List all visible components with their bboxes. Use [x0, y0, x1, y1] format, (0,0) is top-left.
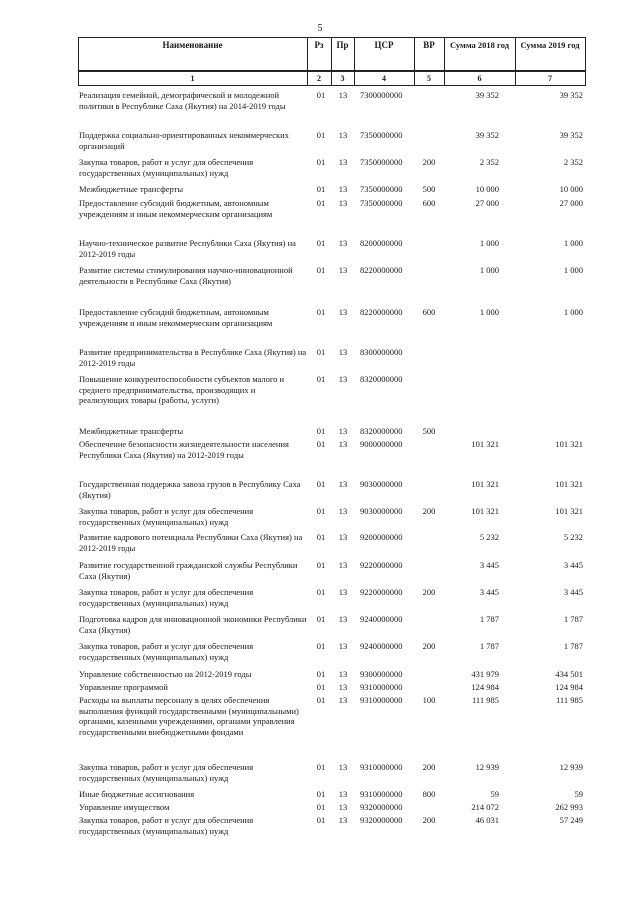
row-name: Межбюджетные трансферты: [79, 184, 184, 194]
row-pr: 13: [338, 479, 348, 489]
row-name: Поддержка социально-ориентированных некоммерческих организаций: [79, 130, 289, 151]
row-csr: 8200000000: [360, 238, 403, 248]
row-pr: 13: [338, 762, 348, 772]
row-sum-2018: 101 321: [471, 439, 499, 449]
row-csr: 9310000000: [360, 789, 403, 799]
row-name: Государственная поддержка завоза грузов в Республику Саха (Якутия): [79, 479, 301, 500]
row-sum-2018: 1 000: [479, 307, 499, 317]
row-vr: 200: [422, 587, 436, 597]
row-sum-2019: 1 787: [563, 641, 583, 651]
row-rz: 01: [316, 587, 326, 597]
row-csr: 9320000000: [360, 815, 403, 825]
row-sum-2019: 39 352: [559, 130, 583, 140]
row-vr: 200: [422, 815, 436, 825]
row-sum-2019: 2 352: [563, 157, 583, 167]
row-rz: 01: [316, 641, 326, 651]
row-name: Иные бюджетные ассигнования: [79, 789, 195, 799]
row-name: Закупка товаров, работ и услуг для обеспечения государственных (муниципальных) нужд: [79, 641, 254, 662]
row-pr: 13: [338, 198, 348, 208]
column-number: 5: [427, 74, 431, 83]
row-csr: 9310000000: [360, 682, 403, 692]
row-sum-2018: 124 984: [471, 682, 499, 692]
header-csr: ЦСР: [374, 40, 394, 50]
header-rz: Рз: [314, 40, 324, 50]
row-sum-2018: 1 787: [479, 641, 499, 651]
row-vr: 200: [422, 157, 436, 167]
row-rz: 01: [316, 198, 326, 208]
table-header: [78, 37, 586, 85]
row-csr: 7350000000: [360, 157, 403, 167]
row-sum-2019: 59: [574, 789, 583, 799]
row-pr: 13: [338, 90, 348, 100]
row-pr: 13: [338, 265, 348, 275]
row-sum-2019: 57 249: [559, 815, 583, 825]
row-pr: 13: [338, 587, 348, 597]
row-csr: 9240000000: [360, 641, 403, 651]
row-name: Развитие кадрового потенциала Республики Саха (Якутия) на 2012-2019 годы: [79, 532, 303, 553]
row-rz: 01: [316, 789, 326, 799]
row-sum-2018: 3 445: [479, 587, 499, 597]
row-csr: 8320000000: [360, 374, 403, 384]
row-pr: 13: [338, 130, 348, 140]
row-rz: 01: [316, 506, 326, 516]
row-rz: 01: [316, 347, 326, 357]
row-sum-2019: 1 000: [563, 307, 583, 317]
row-pr: 13: [338, 815, 348, 825]
row-sum-2019: 101 321: [555, 506, 583, 516]
row-csr: 9300000000: [360, 669, 403, 679]
row-vr: 100: [422, 695, 436, 705]
row-sum-2019: 3 445: [563, 587, 583, 597]
row-vr: 200: [422, 762, 436, 772]
row-vr: 600: [422, 307, 436, 317]
row-csr: 7350000000: [360, 130, 403, 140]
row-sum-2018: 1 787: [479, 614, 499, 624]
row-name: Повышение конкурентоспособности субъектов малого и среднего предпринимательства, производящих и реализующих товары (работы, услуги): [79, 374, 285, 405]
row-name: Закупка товаров, работ и услуг для обеспечения государственных (муниципальных) нужд: [79, 157, 254, 178]
row-rz: 01: [316, 762, 326, 772]
row-name: Расходы на выплаты персоналу в целях обеспечения выполнения функций государственными (муниципальными) органами, казенными учреждениями, органами управления государственными внебюджетными фондами: [79, 695, 299, 737]
row-rz: 01: [316, 802, 326, 812]
row-csr: 9240000000: [360, 614, 403, 624]
row-sum-2018: 59: [490, 789, 499, 799]
row-sum-2018: 214 072: [471, 802, 499, 812]
row-sum-2019: 10 000: [559, 184, 583, 194]
header-sum-2019: Сумма 2019 год: [520, 40, 580, 50]
row-sum-2018: 12 939: [475, 762, 499, 772]
row-name: Управление программой: [79, 682, 168, 692]
row-csr: 9000000000: [360, 439, 403, 449]
row-sum-2018: 2 352: [479, 157, 499, 167]
row-pr: 13: [338, 789, 348, 799]
row-pr: 13: [338, 238, 348, 248]
row-sum-2018: 111 985: [472, 695, 499, 705]
row-name: Закупка товаров, работ и услуг для обеспечения государственных (муниципальных) нужд: [79, 815, 254, 836]
row-sum-2018: 10 000: [475, 184, 499, 194]
row-name: Закупка товаров, работ и услуг для обеспечения государственных (муниципальных) нужд: [79, 587, 254, 608]
row-sum-2018: 1 000: [479, 238, 499, 248]
row-rz: 01: [316, 669, 326, 679]
row-rz: 01: [316, 479, 326, 489]
row-name: Предоставление субсидий бюджетным, автономным учреждениям и иным некоммерческим организациям: [79, 307, 273, 328]
row-sum-2019: 434 501: [555, 669, 583, 679]
row-rz: 01: [316, 614, 326, 624]
row-csr: 9320000000: [360, 802, 403, 812]
row-rz: 01: [316, 682, 326, 692]
row-pr: 13: [338, 532, 348, 542]
row-sum-2019: 101 321: [555, 479, 583, 489]
row-rz: 01: [316, 374, 326, 384]
row-pr: 13: [338, 669, 348, 679]
row-csr: 8300000000: [360, 347, 403, 357]
row-rz: 01: [316, 238, 326, 248]
row-csr: 9030000000: [360, 506, 403, 516]
row-csr: 7350000000: [360, 198, 403, 208]
row-rz: 01: [316, 426, 326, 436]
row-pr: 13: [338, 439, 348, 449]
row-name: Управление имуществом: [79, 802, 170, 812]
row-pr: 13: [338, 157, 348, 167]
row-rz: 01: [316, 90, 326, 100]
row-vr: 500: [422, 184, 436, 194]
row-vr: 200: [422, 641, 436, 651]
row-sum-2019: 27 000: [559, 198, 583, 208]
row-rz: 01: [316, 439, 326, 449]
row-rz: 01: [316, 695, 326, 705]
row-name: Развитие государственной гражданской службы Республики Саха (Якутия): [79, 560, 298, 581]
row-csr: 7350000000: [360, 184, 403, 194]
header-sum-2018: Сумма 2018 год: [449, 40, 510, 50]
row-rz: 01: [316, 560, 326, 570]
row-pr: 13: [338, 374, 348, 384]
row-pr: 13: [338, 614, 348, 624]
row-vr: 800: [422, 789, 436, 799]
row-sum-2019: 1 000: [563, 238, 583, 248]
row-sum-2018: 27 000: [475, 198, 499, 208]
row-csr: 7300000000: [360, 90, 403, 100]
row-rz: 01: [316, 157, 326, 167]
row-sum-2019: 3 445: [563, 560, 583, 570]
row-csr: 8320000000: [360, 426, 403, 436]
row-pr: 13: [338, 802, 348, 812]
row-sum-2019: 1 787: [563, 614, 583, 624]
row-sum-2019: 5 232: [563, 532, 583, 542]
column-number: 2: [317, 74, 321, 83]
row-pr: 13: [338, 506, 348, 516]
row-name: Межбюджетные трансферты: [79, 426, 184, 436]
row-name: Подготовка кадров для инновационной экономики Республики Саха (Якутия): [79, 614, 307, 635]
row-pr: 13: [338, 641, 348, 651]
row-rz: 01: [316, 130, 326, 140]
row-sum-2019: 39 352: [559, 90, 583, 100]
row-pr: 13: [338, 695, 348, 705]
row-pr: 13: [338, 307, 348, 317]
row-sum-2019: 12 939: [559, 762, 583, 772]
row-sum-2018: 1 000: [479, 265, 499, 275]
row-pr: 13: [338, 426, 348, 436]
row-csr: 9200000000: [360, 532, 403, 542]
row-pr: 13: [338, 184, 348, 194]
row-rz: 01: [316, 265, 326, 275]
header-vr: ВР: [423, 40, 435, 50]
row-rz: 01: [316, 307, 326, 317]
row-csr: 9310000000: [360, 695, 403, 705]
row-sum-2018: 39 352: [475, 90, 499, 100]
row-name: Закупка товаров, работ и услуг для обеспечения государственных (муниципальных) нужд: [79, 506, 254, 527]
row-rz: 01: [316, 815, 326, 825]
row-name: Развитие предпринимательства в Республике Саха (Якутия) на 2012-2019 годы: [79, 347, 307, 368]
row-sum-2019: 101 321: [555, 439, 583, 449]
column-number: 1: [190, 74, 195, 83]
column-number: 6: [477, 74, 482, 83]
row-sum-2018: 431 979: [471, 669, 499, 679]
row-sum-2019: 262 993: [555, 802, 583, 812]
row-name: Реализация семейной, демографической и молодежной политики в Республике Саха (Якутия) на 2014-2019 годы: [79, 90, 286, 111]
row-csr: 9220000000: [360, 560, 403, 570]
row-csr: 8220000000: [360, 307, 403, 317]
column-number: 7: [548, 74, 552, 83]
row-vr: 500: [422, 426, 436, 436]
page-number: 5: [317, 23, 323, 34]
row-sum-2018: 3 445: [479, 560, 499, 570]
row-name: Управление собственностью на 2012-2019 годы: [79, 669, 252, 679]
row-pr: 13: [338, 682, 348, 692]
header-name: Наименование: [162, 40, 223, 50]
row-sum-2018: 101 321: [471, 506, 499, 516]
row-sum-2018: 101 321: [471, 479, 499, 489]
row-vr: 200: [422, 506, 436, 516]
row-sum-2018: 46 031: [475, 815, 499, 825]
row-name: Предоставление субсидий бюджетным, автономным учреждениям и иным некоммерческим организациям: [79, 198, 273, 219]
row-sum-2018: 5 232: [479, 532, 499, 542]
row-csr: 9030000000: [360, 479, 403, 489]
header-pr: Пр: [336, 40, 349, 50]
row-name: Закупка товаров, работ и услуг для обеспечения государственных (муниципальных) нужд: [79, 762, 254, 783]
row-rz: 01: [316, 184, 326, 194]
row-sum-2019: 124 984: [555, 682, 583, 692]
row-sum-2018: 39 352: [475, 130, 499, 140]
column-number: 3: [340, 74, 345, 83]
row-name: Развитие системы стимулирования научно-инновационной деятельности в Республике Саха (Якутия): [79, 265, 293, 286]
row-sum-2019: 1 000: [563, 265, 583, 275]
row-pr: 13: [338, 347, 348, 357]
row-csr: 9220000000: [360, 587, 403, 597]
row-rz: 01: [316, 532, 326, 542]
row-csr: 8220000000: [360, 265, 403, 275]
row-sum-2019: 111 985: [556, 695, 583, 705]
row-pr: 13: [338, 560, 348, 570]
row-vr: 600: [422, 198, 436, 208]
row-name: Научно-техническое развитие Республики Саха (Якутия) на 2012-2019 годы: [79, 238, 296, 259]
column-number: 4: [382, 74, 386, 83]
row-name: Обеспечение безопасности жизнедеятельности населения Республики Саха (Якутия) на 2012-2019 годы: [79, 439, 289, 460]
row-csr: 9310000000: [360, 762, 403, 772]
